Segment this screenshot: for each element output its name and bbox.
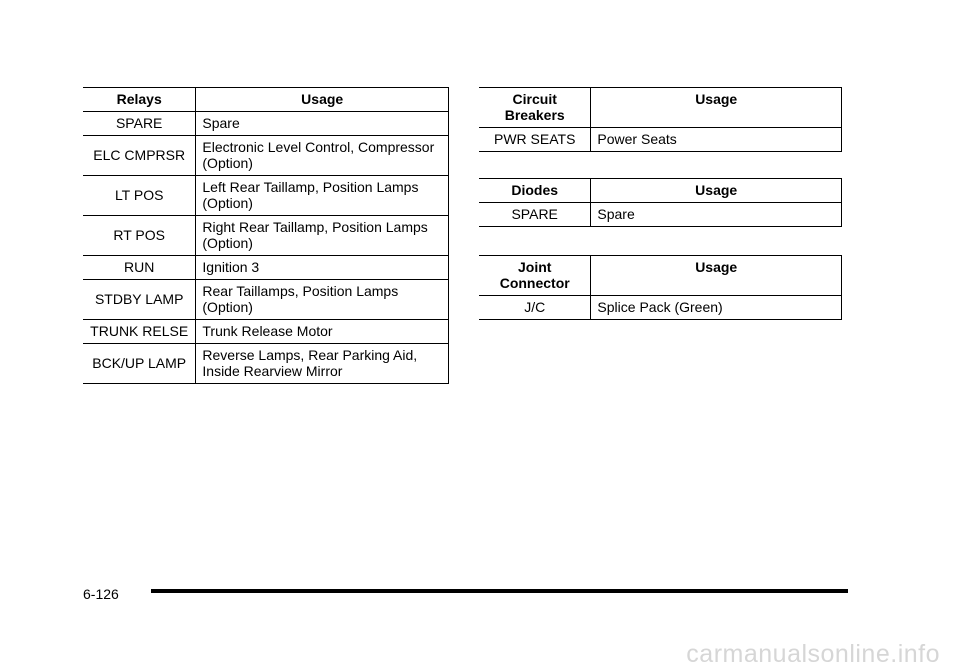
column-header-diodes: Diodes: [479, 179, 591, 203]
relay-name: RUN: [83, 256, 196, 280]
table-header-row: [479, 179, 842, 203]
table-row: [479, 296, 842, 320]
relay-name: STDBY LAMP: [83, 280, 196, 320]
relay-usage: Spare: [196, 112, 449, 136]
relay-usage: Rear Taillamps, Position Lamps (Option): [196, 280, 449, 320]
relay-name: TRUNK RELSE: [83, 320, 196, 344]
footer-rule: [151, 589, 848, 593]
relay-name: LT POS: [83, 176, 196, 216]
diode-usage: Spare: [591, 203, 842, 227]
column-header-usage: Usage: [196, 88, 449, 112]
relay-name: BCK/UP LAMP: [83, 344, 196, 384]
column-header-usage: Usage: [591, 256, 842, 296]
page-number: 6-126: [83, 586, 119, 602]
relay-usage: Electronic Level Control, Compressor (Option): [196, 136, 449, 176]
relay-usage: Left Rear Taillamp, Position Lamps (Option): [196, 176, 449, 216]
relay-usage: Ignition 3: [196, 256, 449, 280]
relay-name: RT POS: [83, 216, 196, 256]
column-header-usage: Usage: [591, 88, 842, 128]
table-row: [83, 320, 449, 344]
joint-connector-usage: Splice Pack (Green): [591, 296, 842, 320]
table-row: [83, 176, 449, 216]
breaker-usage: Power Seats: [591, 128, 842, 152]
table-row: [83, 256, 449, 280]
relay-usage: Trunk Release Motor: [196, 320, 449, 344]
watermark: carmanualsonline.info: [686, 640, 940, 668]
table-row: [479, 128, 842, 152]
table-row: [83, 112, 449, 136]
diodes-table: [479, 178, 842, 227]
relay-name: ELC CMPRSR: [83, 136, 196, 176]
table-row: [83, 136, 449, 176]
column-header-relays: Relays: [83, 88, 196, 112]
table-header-row: [479, 256, 842, 296]
column-header-usage: Usage: [591, 179, 842, 203]
table-row: [83, 216, 449, 256]
breaker-name: PWR SEATS: [479, 128, 591, 152]
table-header-row: [83, 88, 449, 112]
relay-usage: Right Rear Taillamp, Position Lamps (Option): [196, 216, 449, 256]
diode-name: SPARE: [479, 203, 591, 227]
joint-connector-table: [479, 255, 842, 320]
relays-table: [83, 87, 449, 384]
relay-name: SPARE: [83, 112, 196, 136]
table-row: [479, 203, 842, 227]
table-row: [83, 280, 449, 320]
relay-usage: Reverse Lamps, Rear Parking Aid, Inside Rearview Mirror: [196, 344, 449, 384]
column-header-joint-connector: Joint Connector: [479, 256, 591, 296]
table-row: [83, 344, 449, 384]
circuit-breakers-table: [479, 87, 842, 152]
joint-connector-name: J/C: [479, 296, 591, 320]
table-header-row: [479, 88, 842, 128]
column-header-circuit-breakers: Circuit Breakers: [479, 88, 591, 128]
